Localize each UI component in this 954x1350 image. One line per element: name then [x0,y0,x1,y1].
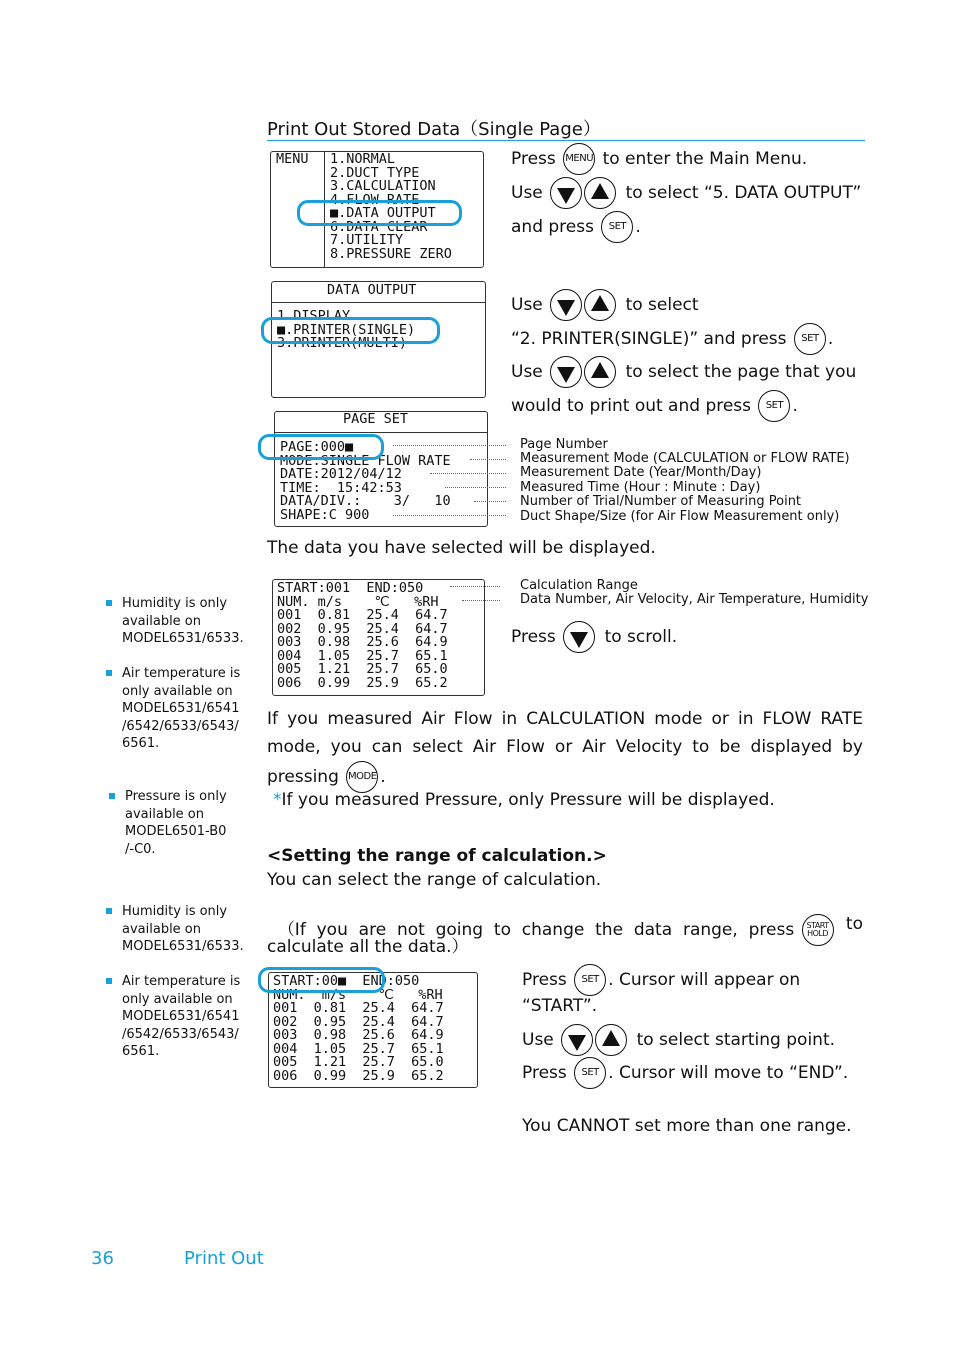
start-hold-button-icon: START HOLD [802,914,834,946]
down-arrow-button-icon [563,621,597,653]
step1-line2: Use to select “5. DATA OUTPUT” [511,177,861,209]
menu-item: 4.FLOW RATE [330,191,420,208]
annotation: Page Number [520,437,608,452]
data-line: 004 1.05 25.7 65.1 [277,647,448,664]
bullet-icon [106,978,112,984]
leader-line [470,459,506,460]
side-note-humidity: Humidity is only available on MODEL6531/6533. [122,595,252,648]
annotation: Duct Shape/Size (for Air Flow Measurement only) [520,509,840,524]
page-set-line: DATA/DIV.: 3/ 10 [280,493,451,509]
menu-item: 6.DATA CLEAR [330,218,428,235]
bullet-icon [109,793,115,799]
title-rule [267,140,865,141]
step3-line2: “START”. [522,996,598,1016]
airflow-paragraph: If you measured Air Flow in CALCULATION mode or in FLOW RATE mode, you can select Air Flow or Air Velocity to be displayed by pressing MODE . [267,706,863,793]
bullet-icon [106,670,112,676]
highlight-data-output [297,200,462,226]
leader-line [430,473,506,474]
pressure-note: *If you measured Pressure, only Pressure will be displayed. [273,790,775,810]
down-up-arrow-buttons-icon [550,289,618,321]
asterisk-icon: * [273,790,282,810]
side-note-pressure: Pressure is only available on MODEL6501-B0 /-C0. [125,788,255,858]
step2-line4: would to print out and press SET . [511,390,798,422]
data-line: NUM. m/s ℃ %RH [277,593,439,610]
scroll-line: Press to scroll. [511,621,677,653]
data-line: 003 0.98 25.6 64.9 [277,634,448,650]
set-button-icon: SET [601,211,633,243]
range-line: 004 1.05 25.7 65.1 [273,1040,444,1057]
page-number: 36 [91,1248,114,1269]
data-line: 006 0.99 25.9 65.2 [277,674,448,691]
menu-item-selected: ■.DATA OUTPUT [330,205,436,221]
side-note-humidity: Humidity is only available on MODEL6531/6533. [122,903,252,956]
step2-line1: Use to select [511,289,699,321]
side-note-air-temperature: Air temperature is only available on MODEL6531/6541 /6542/6533/6543/ 6561. [122,665,252,753]
annotation: Measurement Date (Year/Month/Day) [520,465,762,480]
range-line: 003 0.98 25.6 64.9 [273,1027,444,1043]
page-set-line: MODE:SINGLE FLOW RATE [280,452,451,469]
down-up-arrow-buttons-icon [550,356,618,388]
side-note-air-temperature: Air temperature is only available on MODEL6531/6541 /6542/6533/6543/ 6561. [122,973,252,1061]
page-title: Print Out Stored Data（Single Page） [267,119,601,140]
highlight-page-number [258,434,384,460]
step3-line4: Press SET . Cursor will move to “END”. [522,1057,848,1089]
menu-item: 3.CALCULATION [330,178,436,194]
set-button-icon: SET [574,1057,606,1089]
range-line: 005 1.21 25.7 65.0 [273,1054,444,1070]
range-line: 006 0.99 25.9 65.2 [273,1067,444,1084]
step3-line1: Press SET . Cursor will appear on [522,964,800,996]
highlight-start [258,967,385,993]
range-paren-line1: （If you are not going to change the data range, press START HOLD to [267,894,863,946]
range-heading: <Setting the range of calculation.> [267,846,607,866]
output-item: 1.DISPLAY [277,308,351,324]
data-line: 005 1.21 25.7 65.0 [277,661,448,677]
range-line: START:00■ END:050 [273,973,420,989]
menu-button-icon: MENU [563,143,595,175]
annotation: Calculation Range [520,578,638,593]
page-set-line: DATE:2012/04/12 [280,466,402,482]
step1-line1: Press MENU to enter the Main Menu. [511,143,807,175]
step2-line2: “2. PRINTER(SINGLE)” and press SET . [511,323,833,355]
page-set-screen [274,411,488,527]
output-item-selected: ■.PRINTER(SINGLE) [277,321,416,338]
menu-label: MENU [276,151,309,167]
leader-line [474,501,506,502]
set-button-icon: SET [794,323,826,355]
page-set-line: SHAPE:C 900 [280,506,370,523]
range-line: 002 0.95 25.4 64.7 [273,1013,444,1030]
bullet-icon [106,600,112,606]
data-line: 002 0.95 25.4 64.7 [277,620,448,637]
mode-button-icon: MODE [346,761,378,793]
data-line: 001 0.81 25.4 64.7 [277,607,448,623]
header-divider [272,302,485,303]
set-button-icon: SET [758,390,790,422]
down-up-arrow-buttons-icon [550,177,618,209]
highlight-printer-single [261,317,440,344]
menu-item: 2.DUCT TYPE [330,164,420,181]
page-set-line: PAGE:000■ [280,439,354,455]
page-set-header: PAGE SET [343,411,409,427]
menu-item: 1.NORMAL [330,151,396,167]
annotation: Measurement Mode (CALCULATION or FLOW RATE) [520,451,850,466]
annotation: Number of Trial/Number of Measuring Point [520,494,802,509]
range-line: NUM. m/s ℃ %RH [273,986,443,1003]
step1-line3: and press SET . [511,211,641,243]
output-item: 3.PRINTER(MULTI) [277,335,408,351]
leader-line [462,600,500,601]
data-output-header: DATA OUTPUT [327,282,417,298]
section-label: Print Out [184,1248,264,1269]
range-intro: You can select the range of calculation. [267,870,602,890]
range-paren-line2: calculate all the data.） [267,937,469,957]
set-button-icon: SET [574,964,606,996]
step2-line3: Use to select the page that you [511,356,856,388]
leader-line [393,445,506,446]
data-screen [272,579,485,696]
menu-item: 8.PRESSURE ZERO [330,245,452,262]
down-up-arrow-buttons-icon [561,1024,629,1056]
page-set-line: TIME: 15:42:53 [280,479,402,496]
one-range-note: You CANNOT set more than one range. [522,1116,852,1136]
leader-line [445,487,506,488]
annotation: Data Number, Air Velocity, Air Temperature, Humidity [520,592,869,607]
header-divider [275,432,487,433]
annotation: Measured Time (Hour : Minute : Day) [520,480,761,495]
menu-item: 7.UTILITY [330,232,404,248]
leader-line [450,586,500,587]
step3-line3: Use to select starting point. [522,1024,835,1056]
bullet-icon [106,908,112,914]
data-line: START:001 END:050 [277,580,424,596]
range-line: 001 0.81 25.4 64.7 [273,1000,444,1016]
leader-line [393,515,506,516]
selected-displayed-text: The data you have selected will be displayed. [267,538,656,558]
